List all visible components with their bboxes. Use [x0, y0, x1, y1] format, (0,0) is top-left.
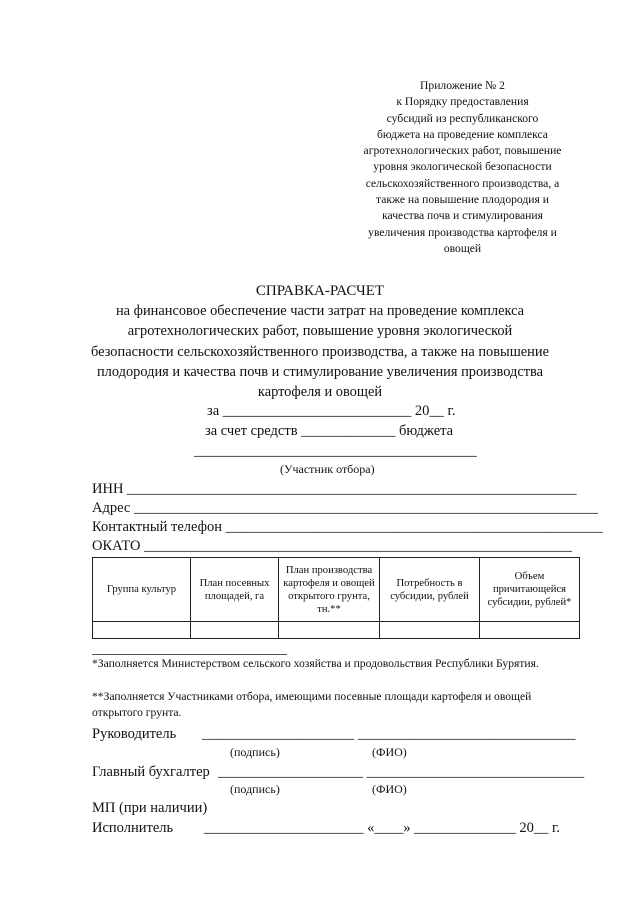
- footnote-2: **Заполняется Участниками отбора, имеющими посевные площади картофеля и овощей открытого грунта.: [92, 690, 532, 719]
- accountant-label: Главный бухгалтер: [92, 764, 210, 780]
- head-sign-lines: _____________________ ______________________________: [202, 726, 576, 742]
- executor-label: Исполнитель: [92, 820, 174, 836]
- executor-sign-lines: ______________________ «____» ______________ 20__ г.: [204, 820, 560, 836]
- appendix-line: субсидий из республиканского: [386, 111, 539, 125]
- head-label: Руководитель: [92, 726, 177, 742]
- name-caption: (ФИО): [372, 745, 407, 759]
- column-header: Потребность в субсидии, рублей: [380, 558, 480, 622]
- document-subtitle: [60, 301, 580, 402]
- table-cell: [191, 622, 279, 639]
- appendix-line: качества почв и стимулирования: [382, 209, 543, 223]
- phone-field: Контактный телефон ____________________________________________________: [92, 519, 603, 535]
- appendix-line: агротехнологических работ, повышение: [363, 144, 562, 158]
- appendix-line: к Порядку предоставления: [396, 95, 529, 109]
- footnote-1: *Заполняется Министерством сельского хозяйства и продовольствия Республики Бурятия.: [92, 657, 539, 670]
- participant-line: _______________________________________: [194, 443, 477, 459]
- table-cell: [279, 622, 380, 639]
- table-cell: [93, 622, 191, 639]
- period-line: за __________________________ 20__ г.: [207, 403, 456, 419]
- inn-field: ИНН ______________________________________________________________: [92, 481, 577, 497]
- table-header-row: [93, 558, 580, 622]
- document-title: СПРАВКА-РАСЧЕТ: [255, 283, 385, 299]
- appendix-line: сельскохозяйственного производства, а: [365, 176, 560, 190]
- subtitle-line: на финансовое обеспечение части затрат на проведение комплекса: [115, 303, 525, 319]
- appendix-header: [330, 78, 595, 257]
- name-caption: (ФИО): [372, 782, 407, 796]
- appendix-line: увеличения производства картофеля и: [368, 225, 557, 239]
- calculation-table: [92, 557, 580, 639]
- address-field: Адрес ________________________________________________________________: [92, 500, 598, 516]
- subtitle-line: безопасности сельскохозяйственного производства, а также на повышение: [91, 343, 549, 360]
- column-header: Объем причитающейся субсидии, рублей*: [480, 558, 580, 622]
- subtitle-line: картофеля и овощей: [257, 384, 383, 401]
- table-row: [93, 622, 580, 639]
- column-header: Группа культур: [93, 558, 191, 622]
- subtitle-line: плодородия и качества почв и стимулирование увеличения производства: [96, 363, 544, 380]
- stamp-label: МП (при наличии): [92, 800, 208, 816]
- appendix-line: уровня экологической безопасности: [373, 160, 552, 174]
- column-header: План производства картофеля и овощей открытого грунта, тн.**: [279, 558, 380, 622]
- funds-line: за счет средств _____________ бюджета: [205, 423, 454, 439]
- okato-field: ОКАТО ___________________________________________________________: [92, 538, 572, 554]
- footnote-separator: [92, 654, 287, 655]
- table-cell: [380, 622, 480, 639]
- sign-caption: (подпись): [230, 745, 280, 759]
- column-header: План посевных площадей, га: [191, 558, 279, 622]
- participant-caption: (Участник отбора): [280, 462, 375, 476]
- appendix-line: также на повышение плодородия и: [376, 193, 549, 207]
- appendix-line: овощей: [443, 241, 482, 255]
- accountant-sign-lines: ____________________ ______________________________: [218, 764, 585, 780]
- appendix-line: бюджета на проведение комплекса: [377, 127, 548, 141]
- subtitle-line: агротехнологических работ, повышение уровня экологической: [127, 323, 513, 340]
- sign-caption: (подпись): [230, 782, 280, 796]
- table-cell: [480, 622, 580, 639]
- appendix-line: Приложение № 2: [420, 79, 505, 92]
